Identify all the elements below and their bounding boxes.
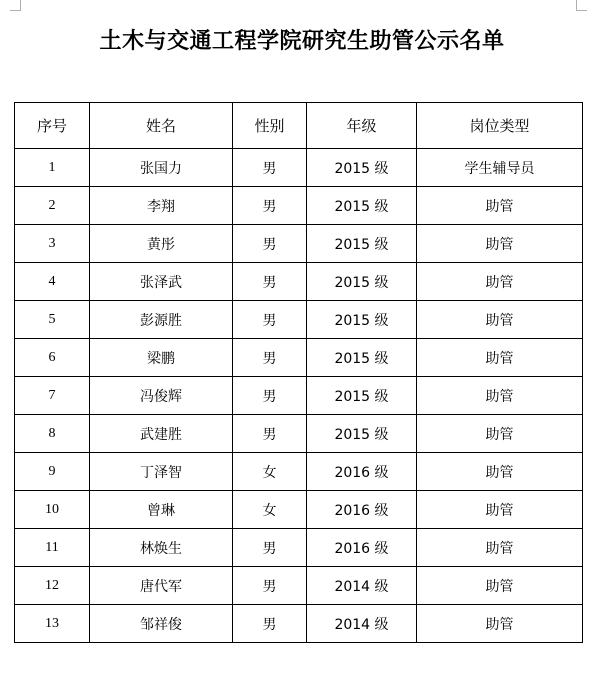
cell-role: 助管 xyxy=(417,377,583,415)
cell-role: 助管 xyxy=(417,263,583,301)
cell-no: 6 xyxy=(15,339,90,377)
cell-grade: 2015 级 xyxy=(307,225,417,263)
cell-no: 3 xyxy=(15,225,90,263)
cell-grade: 2015 级 xyxy=(307,415,417,453)
cell-name: 林焕生 xyxy=(90,529,233,567)
cell-name: 冯俊辉 xyxy=(90,377,233,415)
cell-role: 助管 xyxy=(417,187,583,225)
cell-no: 8 xyxy=(15,415,90,453)
cell-gender: 男 xyxy=(233,187,307,225)
table-row xyxy=(15,605,583,643)
cell-grade: 2016 级 xyxy=(307,529,417,567)
document-title: 土木与交通工程学院研究生助管公示名单 xyxy=(99,29,505,54)
cell-name: 唐代军 xyxy=(90,567,233,605)
cell-gender: 男 xyxy=(233,377,307,415)
cell-gender: 男 xyxy=(233,567,307,605)
table-row xyxy=(15,263,583,301)
cell-gender: 男 xyxy=(233,301,307,339)
cell-role: 学生辅导员 xyxy=(417,149,583,187)
cell-grade: 2016 级 xyxy=(307,491,417,529)
header-no: 序号 xyxy=(15,103,90,149)
cell-name: 黄彤 xyxy=(90,225,233,263)
cell-role: 助管 xyxy=(417,301,583,339)
cell-no: 11 xyxy=(15,529,90,567)
table-row xyxy=(15,491,583,529)
cell-grade: 2015 级 xyxy=(307,149,417,187)
table-row xyxy=(15,339,583,377)
cell-no: 7 xyxy=(15,377,90,415)
table-row xyxy=(15,377,583,415)
cell-gender: 男 xyxy=(233,339,307,377)
roster-table xyxy=(14,102,583,643)
cell-role: 助管 xyxy=(417,415,583,453)
cell-gender: 男 xyxy=(233,263,307,301)
cell-name: 彭源胜 xyxy=(90,301,233,339)
cell-role: 助管 xyxy=(417,491,583,529)
cell-no: 13 xyxy=(15,605,90,643)
cell-no: 1 xyxy=(15,149,90,187)
table-row xyxy=(15,567,583,605)
cell-gender: 女 xyxy=(233,453,307,491)
cell-gender: 男 xyxy=(233,225,307,263)
page-corner-mark-left xyxy=(10,0,21,11)
cell-name: 张国力 xyxy=(90,149,233,187)
table-row xyxy=(15,301,583,339)
cell-role: 助管 xyxy=(417,453,583,491)
cell-no: 2 xyxy=(15,187,90,225)
cell-gender: 男 xyxy=(233,149,307,187)
cell-grade: 2015 级 xyxy=(307,301,417,339)
header-gender: 性别 xyxy=(233,103,307,149)
cell-name: 武建胜 xyxy=(90,415,233,453)
cell-no: 10 xyxy=(15,491,90,529)
cell-gender: 男 xyxy=(233,529,307,567)
header-name: 姓名 xyxy=(90,103,233,149)
cell-role: 助管 xyxy=(417,529,583,567)
header-role: 岗位类型 xyxy=(417,103,583,149)
cell-gender: 女 xyxy=(233,491,307,529)
cell-role: 助管 xyxy=(417,339,583,377)
cell-name: 曾琳 xyxy=(90,491,233,529)
cell-name: 梁鹏 xyxy=(90,339,233,377)
cell-gender: 男 xyxy=(233,415,307,453)
table-row xyxy=(15,415,583,453)
cell-grade: 2015 级 xyxy=(307,263,417,301)
cell-no: 12 xyxy=(15,567,90,605)
cell-no: 4 xyxy=(15,263,90,301)
cell-name: 丁泽智 xyxy=(90,453,233,491)
cell-grade: 2014 级 xyxy=(307,567,417,605)
cell-grade: 2015 级 xyxy=(307,377,417,415)
cell-role: 助管 xyxy=(417,605,583,643)
cell-grade: 2015 级 xyxy=(307,339,417,377)
cell-gender: 男 xyxy=(233,605,307,643)
cell-grade: 2014 级 xyxy=(307,605,417,643)
cell-name: 李翔 xyxy=(90,187,233,225)
table-body xyxy=(15,149,583,643)
cell-name: 邹祥俊 xyxy=(90,605,233,643)
cell-grade: 2016 级 xyxy=(307,453,417,491)
table-row xyxy=(15,529,583,567)
header-grade: 年级 xyxy=(307,103,417,149)
table-row xyxy=(15,225,583,263)
table-row xyxy=(15,149,583,187)
page-corner-mark-right xyxy=(576,0,587,11)
cell-name: 张泽武 xyxy=(90,263,233,301)
cell-role: 助管 xyxy=(417,225,583,263)
table-row xyxy=(15,187,583,225)
cell-grade: 2015 级 xyxy=(307,187,417,225)
table-header-row xyxy=(15,103,583,149)
cell-no: 9 xyxy=(15,453,90,491)
cell-no: 5 xyxy=(15,301,90,339)
table-row xyxy=(15,453,583,491)
cell-role: 助管 xyxy=(417,567,583,605)
